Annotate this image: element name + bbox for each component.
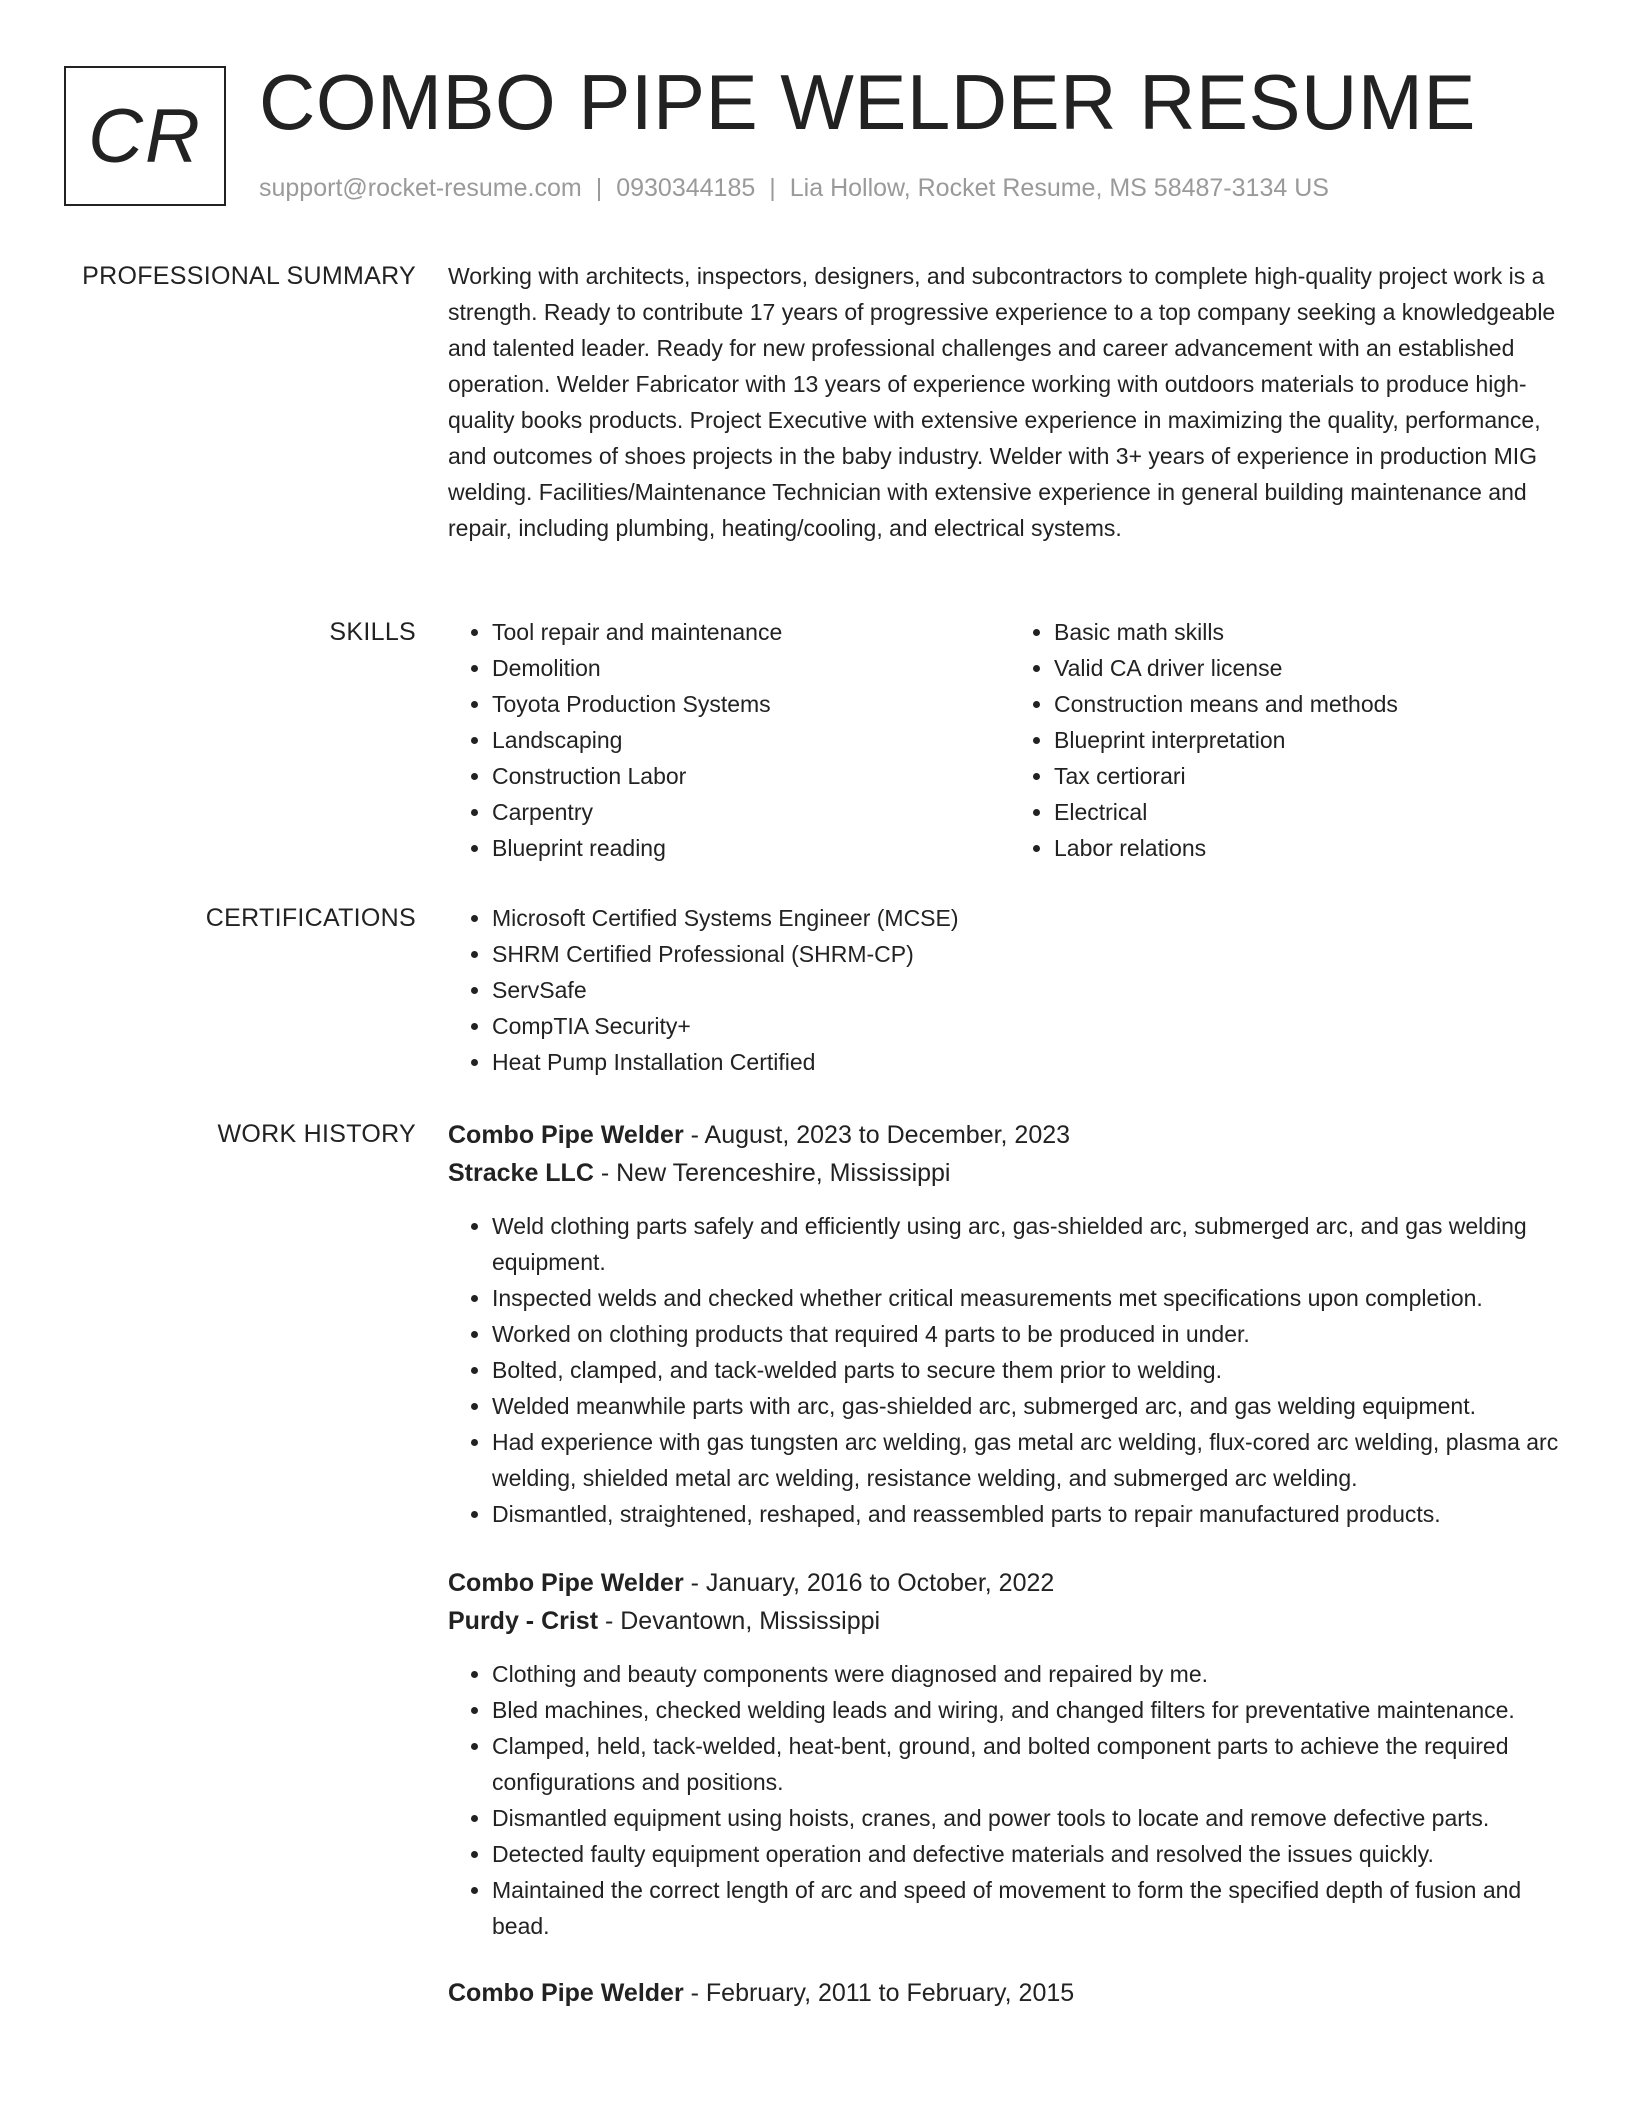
skill-item: • Demolition [492, 650, 1010, 686]
section-label-certifications: CERTIFICATIONS [205, 904, 416, 932]
certification-item: • Heat Pump Installation Certified [492, 1044, 1572, 1080]
job-bullet: • Had experience with gas tungsten arc welding, gas metal arc welding, flux-cored arc welding, plasma arc welding, shielded metal arc welding, resistance welding, and submerged arc welding. [492, 1424, 1572, 1496]
contact-separator: | [769, 174, 776, 202]
job-bullet: • Welded meanwhile parts with arc, gas-shielded arc, submerged arc, and gas welding equipment. [492, 1388, 1572, 1424]
skill-item: • Valid CA driver license [1054, 650, 1572, 686]
contact-separator: | [595, 174, 603, 202]
job-entry [448, 1116, 1572, 1532]
resume-title: COMBO PIPE WELDER RESUME [259, 58, 1476, 146]
skill-item: • Electrical [1054, 794, 1572, 830]
contact-email[interactable]: support@rocket-resume.com [259, 174, 582, 202]
job-title: Combo Pipe Welder [448, 1569, 684, 1597]
skill-item: • Construction means and methods [1054, 686, 1572, 722]
skills-grid [448, 614, 1572, 866]
job-dates: - January, 2016 to October, 2022 [683, 1569, 1055, 1597]
job-bullet: • Clothing and beauty components were diagnosed and repaired by me. [492, 1656, 1572, 1692]
job-company: Stracke LLC [448, 1159, 594, 1187]
skill-item: • Landscaping [492, 722, 1010, 758]
job-bullet: • Worked on clothing products that required 4 parts to be produced in under. [492, 1316, 1572, 1352]
job-company: Purdy - Crist [448, 1607, 599, 1635]
section-label-summary: PROFESSIONAL SUMMARY [82, 262, 416, 290]
job-location: - Devantown, Mississippi [598, 1607, 881, 1635]
skills-column-2 [1010, 614, 1572, 866]
work-history-body [448, 1116, 1572, 2012]
job-location: - New Terenceshire, Mississippi [593, 1159, 951, 1187]
job-bullet: • Inspected welds and checked whether critical measurements met specifications upon completion. [492, 1280, 1572, 1316]
certification-item: • CompTIA Security+ [492, 1008, 1572, 1044]
job-bullet: • Bolted, clamped, and tack-welded parts to secure them prior to welding. [492, 1352, 1572, 1388]
section-label-work-history: WORK HISTORY [217, 1120, 416, 1148]
job-company-line [448, 1602, 1572, 1640]
job-bullet: • Bled machines, checked welding leads and wiring, and changed filters for preventative maintenance. [492, 1692, 1572, 1728]
skill-item: • Carpentry [492, 794, 1010, 830]
skill-item: • Blueprint reading [492, 830, 1010, 866]
skill-item: • Construction Labor [492, 758, 1010, 794]
job-bullets [448, 1656, 1572, 1944]
job-title-line [448, 1116, 1572, 1154]
contact-phone[interactable]: 0930344185 [616, 174, 756, 202]
certifications-list [448, 900, 1572, 1080]
job-bullet: • Weld clothing parts safely and efficiently using arc, gas-shielded arc, submerged arc, and gas welding equipment. [492, 1208, 1572, 1280]
job-bullet: • Detected faulty equipment operation and defective materials and resolved the issues quickly. [492, 1836, 1572, 1872]
job-entry [448, 1974, 1572, 2012]
contact-line [259, 174, 1329, 203]
contact-address: Lia Hollow, Rocket Resume, MS 58487-3134 US [789, 174, 1329, 202]
job-bullet: • Dismantled equipment using hoists, cranes, and power tools to locate and remove defective parts. [492, 1800, 1572, 1836]
job-entry [448, 1564, 1572, 1944]
certification-item: • Microsoft Certified Systems Engineer (MCSE) [492, 900, 1572, 936]
certification-item: • ServSafe [492, 972, 1572, 1008]
skill-item: • Labor relations [1054, 830, 1572, 866]
skill-item: • Tool repair and maintenance [492, 614, 1010, 650]
skill-item: • Toyota Production Systems [492, 686, 1010, 722]
skill-item: • Tax certiorari [1054, 758, 1572, 794]
summary-text: Working with architects, inspectors, designers, and subcontractors to complete high-quality project work is a strength. Ready to contribute 17 years of progressive experience to a top company seeking a knowledgeable and talented leader. Ready for new professional challenges and career advancement with an established operation. Welder Fabricator with 13 years of experience working with outdoors materials to produce high-quality books products. Project Executive with extensive experience in maximizing the quality, performance, and outcomes of shoes projects in the baby industry. Welder with 3+ years of experience in production MIG welding. Facilities/Maintenance Technician with extensive experience in general building maintenance and repair, including plumbing, heating/cooling, and electrical systems. [448, 263, 1556, 541]
skill-item: • Basic math skills [1054, 614, 1572, 650]
job-title-line [448, 1564, 1572, 1602]
job-bullet: • Dismantled, straightened, reshaped, and reassembled parts to repair manufactured products. [492, 1496, 1572, 1532]
job-dates: - February, 2011 to February, 2015 [683, 1979, 1075, 2007]
certification-item: • SHRM Certified Professional (SHRM-CP) [492, 936, 1572, 972]
job-company-line [448, 1154, 1572, 1192]
job-bullet: • Clamped, held, tack-welded, heat-bent, ground, and bolted component parts to achieve the required configurations and positions. [492, 1728, 1572, 1800]
job-title: Combo Pipe Welder [448, 1121, 684, 1149]
job-dates: - August, 2023 to December, 2023 [683, 1121, 1071, 1149]
job-bullet: • Maintained the correct length of arc and speed of movement to form the specified depth of fusion and bead. [492, 1872, 1572, 1944]
section-label-skills: SKILLS [329, 618, 416, 646]
skill-item: • Blueprint interpretation [1054, 722, 1572, 758]
job-title: Combo Pipe Welder [448, 1979, 684, 2007]
certifications-body [448, 900, 1572, 1080]
job-title-line [448, 1974, 1572, 2012]
summary-body [448, 258, 1572, 546]
job-bullets [448, 1208, 1572, 1532]
skills-column-1 [448, 614, 1010, 866]
monogram-badge: CR [64, 66, 226, 206]
